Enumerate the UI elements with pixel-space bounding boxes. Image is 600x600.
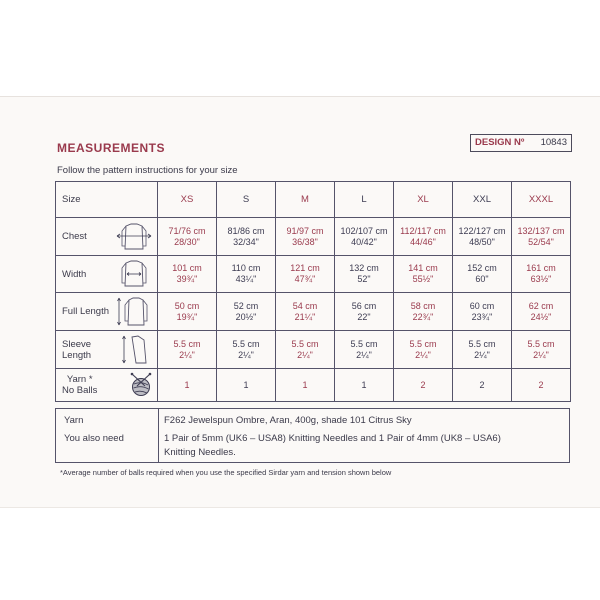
size-xl: XL bbox=[394, 182, 453, 218]
sleeve-header bbox=[56, 331, 158, 369]
chest-xs: 71/76 cm 28/30" bbox=[158, 218, 217, 256]
size-xxxl: XXXL bbox=[512, 182, 571, 218]
size-m: M bbox=[276, 182, 335, 218]
width-label: Width bbox=[62, 268, 87, 280]
sleeve-m: 5.5 cm 2¼" bbox=[276, 331, 335, 369]
chest-label: Chest bbox=[62, 231, 87, 242]
size-header-row bbox=[56, 182, 571, 218]
width-diagram-icon bbox=[114, 259, 154, 289]
need-line-2: Knitting Needles. bbox=[164, 447, 236, 458]
need-label: You also need bbox=[64, 433, 124, 444]
footnote: *Average number of balls required when you use the specified Sirdar yarn and tension shown below bbox=[60, 468, 392, 477]
width-xxxl: 161 cm 63½" bbox=[512, 256, 571, 293]
need-line-1: 1 Pair of 5mm (UK6 – USA8) Knitting Needles and 1 Pair of 4mm (UK8 – USA6) bbox=[164, 433, 501, 444]
design-number-box bbox=[470, 134, 572, 152]
sleeve-xxxl: 5.5 cm 2¼" bbox=[512, 331, 571, 369]
chest-xxl: 122/127 cm 48/50" bbox=[453, 218, 512, 256]
size-label: Size bbox=[56, 182, 158, 218]
info-divider bbox=[158, 409, 159, 462]
length-row bbox=[56, 293, 571, 331]
size-s: S bbox=[217, 182, 276, 218]
yarn-balls-row bbox=[56, 369, 571, 402]
sleeve-xs: 5.5 cm 2¼" bbox=[158, 331, 217, 369]
size-xxl: XXL bbox=[453, 182, 512, 218]
chest-xl: 112/117 cm 44/46" bbox=[394, 218, 453, 256]
yarn-label: Yarn bbox=[64, 415, 84, 426]
design-label: DESIGN Nº bbox=[475, 137, 525, 148]
width-xl: 141 cm 55½" bbox=[394, 256, 453, 293]
page-title: MEASUREMENTS bbox=[57, 141, 166, 155]
width-xs: 101 cm 39¾" bbox=[158, 256, 217, 293]
sleeve-l: 5.5 cm 2¼" bbox=[335, 331, 394, 369]
width-l: 132 cm 52" bbox=[335, 256, 394, 293]
length-s: 52 cm 20½" bbox=[217, 293, 276, 331]
width-header bbox=[56, 256, 158, 293]
sleeve-row bbox=[56, 331, 571, 369]
width-s: 110 cm 43¼" bbox=[217, 256, 276, 293]
measurements-table bbox=[55, 181, 571, 402]
balls-l: 1 bbox=[335, 369, 394, 402]
yarn-value: F262 Jewelspun Ombre, Aran, 400g, shade 101 Citrus Sky bbox=[164, 415, 412, 426]
yarn-balls-header bbox=[56, 369, 158, 402]
sleeve-diagram-icon bbox=[114, 334, 154, 366]
length-xxl: 60 cm 23¾" bbox=[453, 293, 512, 331]
balls-xxl: 2 bbox=[453, 369, 512, 402]
sleeve-s: 5.5 cm 2¼" bbox=[217, 331, 276, 369]
length-header bbox=[56, 293, 158, 331]
chest-diagram-icon bbox=[114, 222, 154, 252]
length-label: Full Length bbox=[62, 306, 110, 317]
yarn-balls-label: Yarn * No Balls bbox=[62, 374, 98, 396]
design-number: 10843 bbox=[540, 137, 567, 148]
balls-xs: 1 bbox=[158, 369, 217, 402]
length-m: 54 cm 21¼" bbox=[276, 293, 335, 331]
chest-s: 81/86 cm 32/34" bbox=[217, 218, 276, 256]
length-xxxl: 62 cm 24½" bbox=[512, 293, 571, 331]
balls-xl: 2 bbox=[394, 369, 453, 402]
balls-xxxl: 2 bbox=[512, 369, 571, 402]
chest-m: 91/97 cm 36/38" bbox=[276, 218, 335, 256]
sleeve-label: Sleeve Length bbox=[62, 338, 92, 361]
length-xl: 58 cm 22¾" bbox=[394, 293, 453, 331]
width-row bbox=[56, 256, 571, 293]
length-diagram-icon bbox=[114, 296, 154, 328]
size-xs: XS bbox=[158, 182, 217, 218]
chest-row bbox=[56, 218, 571, 256]
chest-l: 102/107 cm 40/42" bbox=[335, 218, 394, 256]
width-m: 121 cm 47¾" bbox=[276, 256, 335, 293]
instructions-text: Follow the pattern instructions for your size bbox=[57, 165, 238, 176]
length-l: 56 cm 22" bbox=[335, 293, 394, 331]
chest-header bbox=[56, 218, 158, 256]
balls-m: 1 bbox=[276, 369, 335, 402]
sleeve-xl: 5.5 cm 2¼" bbox=[394, 331, 453, 369]
size-l: L bbox=[335, 182, 394, 218]
yarn-info-box bbox=[55, 408, 570, 463]
balls-s: 1 bbox=[217, 369, 276, 402]
chest-xxxl: 132/137 cm 52/54" bbox=[512, 218, 571, 256]
width-xxl: 152 cm 60" bbox=[453, 256, 512, 293]
sleeve-xxl: 5.5 cm 2¼" bbox=[453, 331, 512, 369]
yarn-ball-icon bbox=[128, 372, 154, 398]
length-xs: 50 cm 19¾" bbox=[158, 293, 217, 331]
